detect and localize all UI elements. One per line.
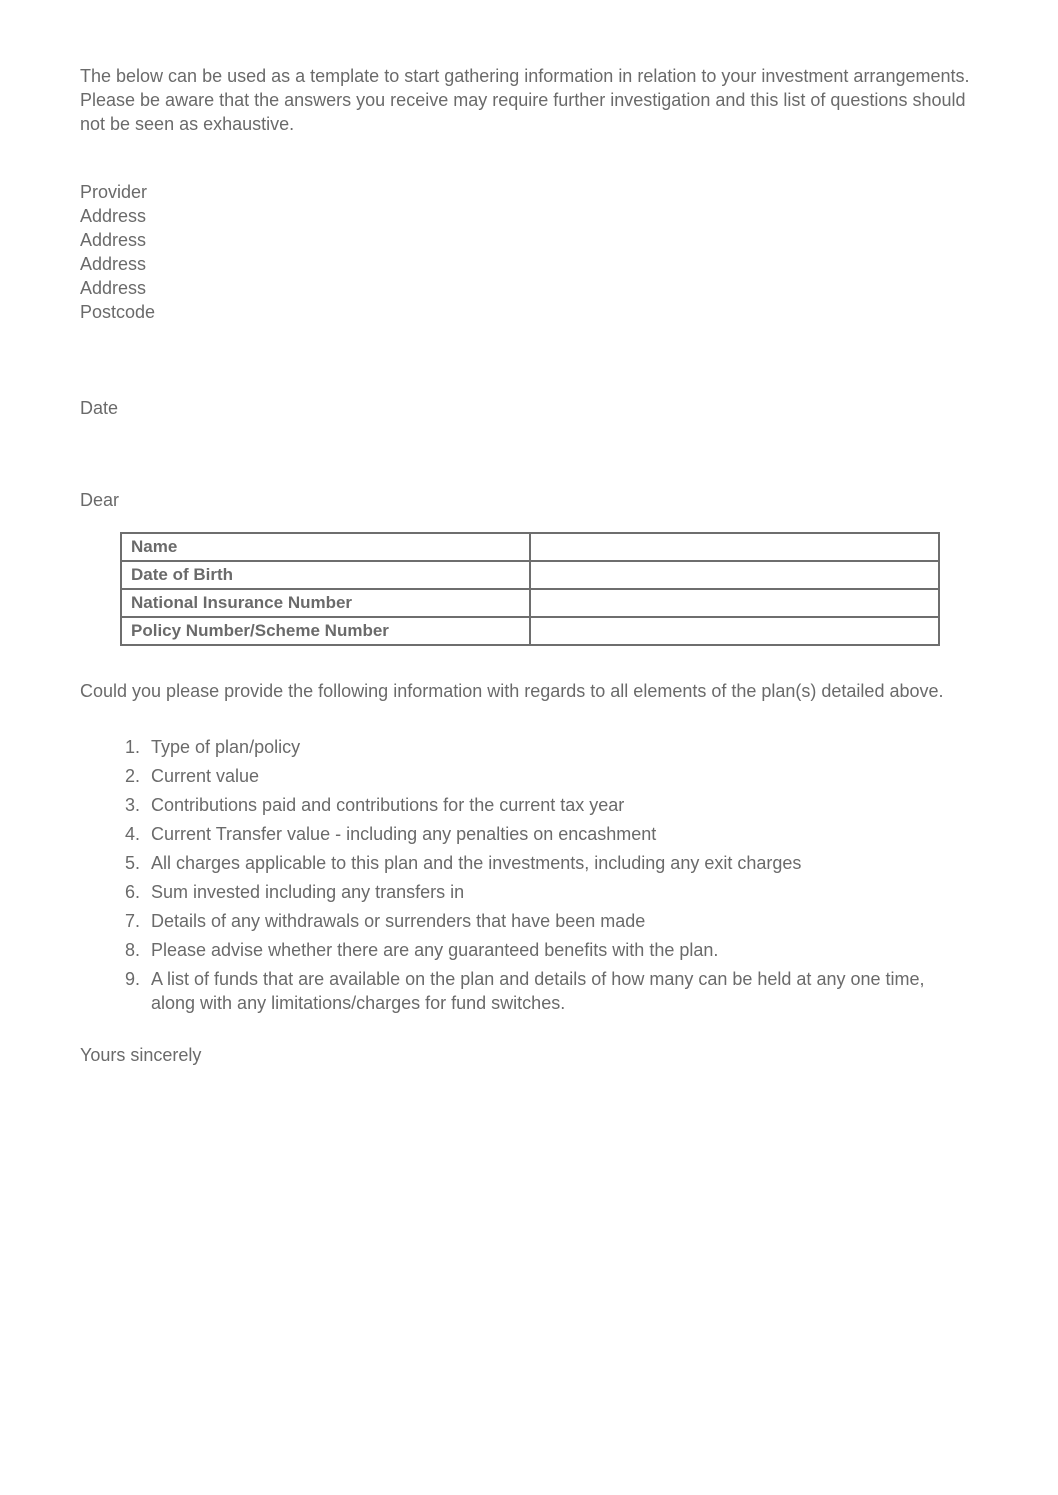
question-item-4: 4. Current Transfer value - including any penalties on encashment xyxy=(145,822,925,846)
question-item-5: 5. All charges applicable to this plan and the investments, including any exit charges xyxy=(145,851,925,875)
date-of-birth-value-cell[interactable] xyxy=(530,561,939,589)
question-item-6: 6. Sum invested including any transfers in xyxy=(145,880,925,904)
recipient-address-block xyxy=(80,180,978,324)
question-item-9: 9. A list of funds that are available on the plan and details of how many can be held at any one time, along with any limitations/charges for fund switches. xyxy=(145,967,925,1015)
name-label: Name xyxy=(121,533,530,561)
table-row-date-of-birth xyxy=(121,561,939,589)
question-item-2: 2. Current value xyxy=(145,764,925,788)
postcode-line: Postcode xyxy=(80,302,156,322)
question-item-8: 8. Please advise whether there are any guaranteed benefits with the plan. xyxy=(145,938,925,962)
request-paragraph: Could you please provide the following information with regards to all elements of the plan(s) detailed above. xyxy=(80,681,944,701)
address-line-2: Address xyxy=(80,230,147,250)
provider-line: Provider xyxy=(80,182,148,202)
questions-list xyxy=(80,735,978,1015)
question-item-7: 7. Details of any withdrawals or surrenders that have been made xyxy=(145,909,925,933)
policy-number-label: Policy Number/Scheme Number xyxy=(121,617,530,645)
closing-line: Yours sincerely xyxy=(80,1045,202,1065)
table-row-name xyxy=(121,533,939,561)
salutation: Dear xyxy=(80,490,120,510)
table-row-policy-number xyxy=(121,617,939,645)
ni-number-label: National Insurance Number xyxy=(121,589,530,617)
name-value-cell[interactable] xyxy=(530,533,939,561)
ni-number-value-cell[interactable] xyxy=(530,589,939,617)
intro-paragraph: The below can be used as a template to start gathering information in relation to your investment arrangements. Please be aware that the answers you receive may require further investigation and this list of questions should not be seen as exhaustive. xyxy=(80,66,970,134)
question-item-1: 1. Type of plan/policy xyxy=(145,735,925,759)
date-label: Date xyxy=(80,398,119,418)
date-of-birth-label: Date of Birth xyxy=(121,561,530,589)
address-line-3: Address xyxy=(80,254,147,274)
table-row-ni-number xyxy=(121,589,939,617)
policyholder-details-table xyxy=(120,532,940,646)
question-item-3: 3. Contributions paid and contributions for the current tax year xyxy=(145,793,925,817)
address-line-4: Address xyxy=(80,278,147,298)
address-line-1: Address xyxy=(80,206,147,226)
policy-number-value-cell[interactable] xyxy=(530,617,939,645)
